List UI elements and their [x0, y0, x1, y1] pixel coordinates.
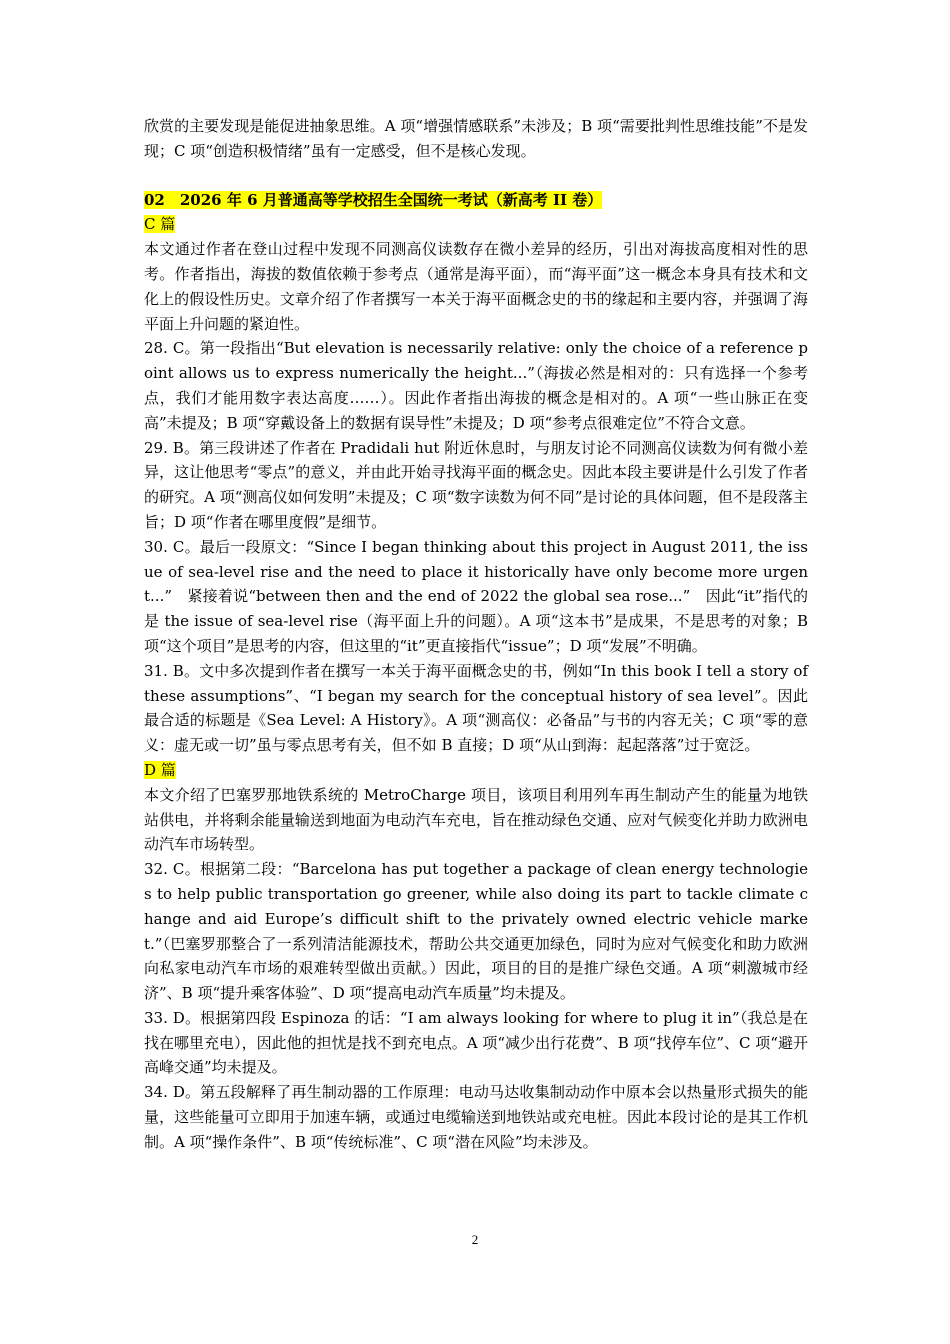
- section-d-label-text: D 篇: [144, 760, 176, 779]
- page-number: 2: [471, 1232, 479, 1247]
- answer-30: 30. C。最后一段原文：“Since I began thinking about this project in August 2011, the issue of sea-level rise and the need to place it historically have only become more urgent...” 紧接着说“between then and the end of 2022 the global sea rose...” 因此“it”指代的是 the issue of sea-level rise（海平面上升的问题）。A 项“这本书”是成果，不是思考的对象；B 项“这个项目”是思考的内容，但这里的“it”更直接指代“issue”；D 项“发展”不明确。: [144, 537, 808, 655]
- document-page: [144, 114, 808, 1155]
- section-c-label: [144, 212, 808, 237]
- answer-32: 32. C。根据第二段：“Barcelona has put together a package of clean energy technologies to help public transportation go greener, while also doing its part to tackle climate change and aid Europe’s difficult shift to the privately owned electric vehicle market.”（巴塞罗那整合了一系列清洁能源技术，帮助公共交通更加绿色，同时为应对气候变化和助力欧洲向私家电动汽车市场的艰难转型做出贡献。）因此，项目的目的是推广绿色交通。A 项“刺激城市经济”、B 项“提升乘客体验”、D 项“提高电动汽车质量”均未提及。: [144, 860, 808, 1003]
- paragraph-gap: [144, 164, 808, 188]
- answer-28: 28. C。第一段指出“But elevation is necessarily relative: only the choice of a reference point allows us to express numerically the height...”（海拔必然是相对的：只有选择一个参考点，我们才能用数字表达高度……）。因此作者指出海拔的概念是相对的。A 项“一些山脉正在变高”未提及；B 项“穿戴设备上的数据有误导性”未提及；D 项“参考点很难定位”不符合文意。: [144, 339, 808, 432]
- section-d-summary: 本文介绍了巴塞罗那地铁系统的 MetroCharge 项目，该项目利用列车再生制动产生的能量为地铁站供电，并将剩余能量输送到地面为电动汽车充电，旨在推动绿色交通、应对气候变化并助力欧洲电动汽车市场转型。: [144, 785, 808, 854]
- exam-heading: [144, 188, 808, 213]
- intro-tail-paragraph: 欣赏的主要发现是能促进抽象思维。A 项“增强情感联系”未涉及；B 项“需要批判性思维技能”不是发现；C 项“创造积极情绪”虽有一定感受，但不是核心发现。: [144, 117, 808, 160]
- section-c-summary: 本文通过作者在登山过程中发现不同测高仪读数存在微小差异的经历，引出对海拔高度相对性的思考。作者指出，海拔的数值依赖于参考点（通常是海平面），而“海平面”这一概念本身具有技术和文化上的假设性历史。文章介绍了作者撰写一本关于海平面概念史的书的缘起和主要内容，并强调了海平面上升问题的紧迫性。: [144, 240, 808, 333]
- answer-29: 29. B。第三段讲述了作者在 Pradidali hut 附近休息时，与朋友讨论不同测高仪读数为何有微小差异，这让他思考“零点”的意义，并由此开始寻找海平面的概念史。因此本段主要讲是什么引发了作者的研究。A 项“测高仪如何发明”未提及；C 项“数字读数为何不同”是讨论的具体问题，但不是段落主旨；D 项“作者在哪里度假”是细节。: [144, 438, 808, 531]
- section-d-label: [144, 758, 808, 783]
- exam-heading-text: 02 2026 年 6 月普通高等学校招生全国统一考试（新高考 II 卷）: [144, 190, 603, 209]
- answer-33: 33. D。根据第四段 Espinoza 的话：“I am always looking for where to plug it in”（我总是在找在哪里充电），因此他的担忧是找不到充电点。A 项“减少出行花费”、B 项“找停车位”、C 项“避开高峰交通”均未提及。: [144, 1008, 808, 1077]
- section-c-label-text: C 篇: [144, 215, 176, 234]
- answer-34: 34. D。第五段解释了再生制动器的工作原理：电动马达收集制动动作中原本会以热量形式损失的能量，这些能量可立即用于加速车辆，或通过电缆输送到地铁站或充电桩。因此本段讨论的是其工作机制。A 项“操作条件”、B 项“传统标准”、C 项“潜在风险”均未涉及。: [144, 1083, 808, 1151]
- answer-31: 31. B。文中多次提到作者在撰写一本关于海平面概念史的书，例如“In this book I tell a story of these assumptions”、“I began my search for the conceptual history of sea level”。因此最合适的标题是《Sea Level: A History》。A 项“测高仪：必备品”与书的内容无关；C 项“零的意义：虚无或一切”虽与零点思考有关，但不如 B 直接；D 项“从山到海：起起落落”过于宽泛。: [144, 661, 808, 755]
